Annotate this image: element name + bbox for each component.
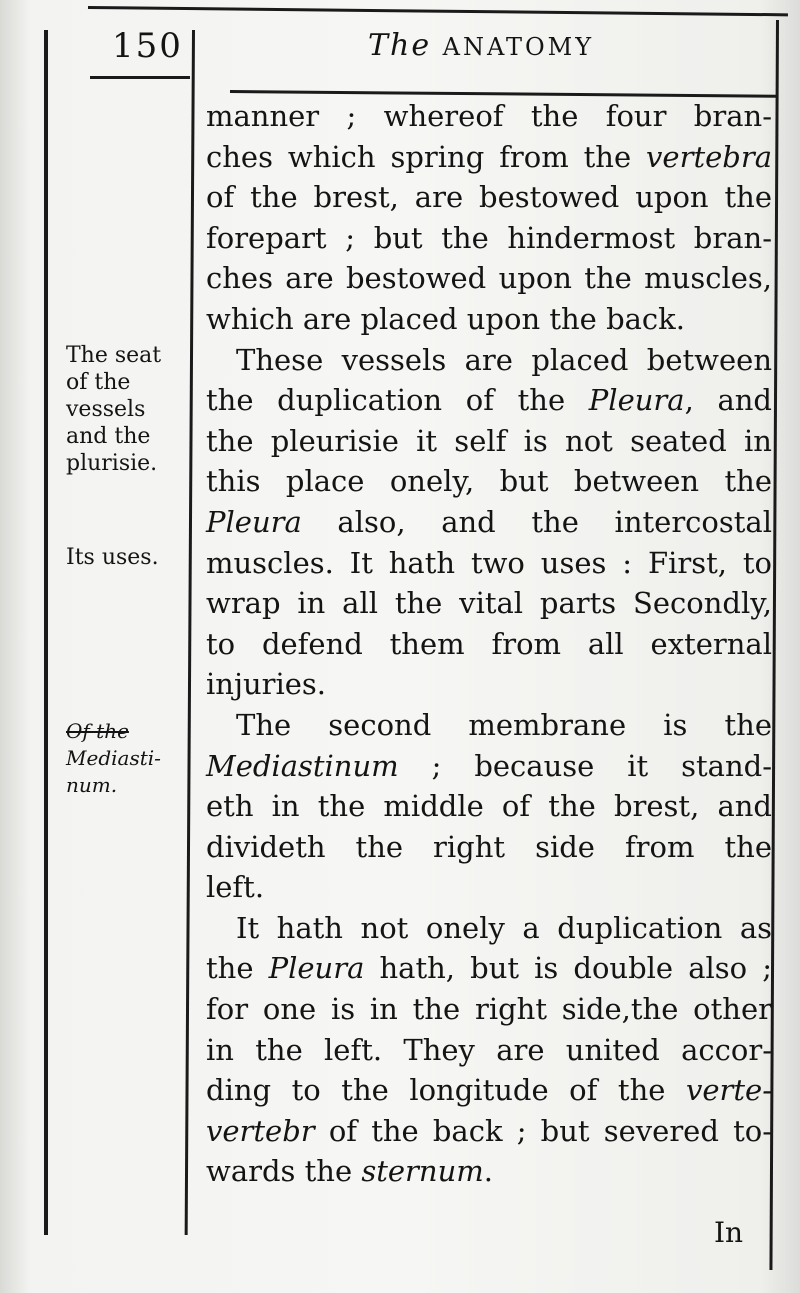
text-line: These vessels are placed between — [236, 342, 772, 377]
note-line: Mediasti- — [66, 746, 161, 770]
note-line: Of the — [66, 719, 129, 743]
running-title-rest: ANATOMY — [442, 33, 595, 61]
text-line: the duplication of the Pleura, and — [206, 383, 772, 418]
body-text — [206, 96, 772, 1192]
text-line: in the left. They are united accor- — [206, 1032, 772, 1067]
text-line: of the brest, are bestowed upon the — [206, 180, 772, 215]
page-number: 150 — [112, 26, 183, 66]
text-line: the pleurisie it self is not seated in — [206, 423, 772, 458]
text-line: The second membrane is the — [236, 707, 772, 742]
paragraph-3 — [206, 705, 772, 908]
note-line: plurisie. — [66, 451, 158, 476]
text-line: to defend them from all external — [206, 626, 772, 661]
catchword: In — [714, 1216, 744, 1249]
text-line: wrap in all the vital parts Secondly, — [206, 586, 772, 621]
note-line: The seat — [66, 343, 162, 368]
text-line: It hath not onely a duplication as — [236, 910, 772, 945]
text-line: which are placed upon the back. — [206, 301, 685, 336]
text-line: ding to the longitude of the verte- — [206, 1073, 772, 1108]
paragraph-2 — [206, 340, 772, 705]
note-line: and the — [66, 424, 151, 449]
paragraph-1 — [206, 96, 772, 340]
text-line: injuries. — [206, 667, 327, 702]
text-line: eth in the middle of the brest, and — [206, 789, 772, 824]
note-line: Its uses. — [66, 545, 159, 570]
text-line: divideth the right side from the — [206, 829, 772, 864]
text-line: this place onely, but between the — [206, 464, 772, 499]
text-line: wards the sternum. — [206, 1154, 493, 1189]
text-line: Pleura also, and the intercostal — [206, 504, 772, 539]
text-line: ches which spring from the vertebra — [206, 139, 772, 174]
text-line: left. — [206, 870, 265, 905]
paragraph-4 — [206, 908, 772, 1192]
note-line: of the — [66, 370, 131, 395]
header-rule-left — [90, 76, 190, 79]
margin-note-seat — [66, 342, 190, 477]
left-margin-rule — [44, 30, 48, 1235]
margin-note-mediastinum — [66, 718, 190, 799]
text-line: manner ; whereof the four bran- — [206, 99, 772, 133]
text-line: Mediastinum ; because it stand- — [206, 748, 772, 783]
text-line: the Pleura hath, but is double also ; — [206, 951, 772, 986]
margin-note-uses — [66, 544, 190, 571]
text-line: for one is in the right side,the other — [206, 992, 772, 1027]
note-line: vessels — [66, 397, 146, 422]
text-line: muscles. It hath two uses : First, to — [206, 545, 772, 580]
top-rule — [88, 6, 788, 16]
text-line: forepart ; but the hindermost bran- — [206, 220, 772, 255]
column-divider-rule — [185, 30, 195, 1235]
text-line: ches are bestowed upon the muscles, — [206, 261, 772, 296]
text-line: vertebr of the back ; but severed to- — [206, 1113, 772, 1148]
running-title — [368, 28, 594, 63]
note-line: num. — [66, 773, 118, 797]
running-title-the: The — [368, 28, 432, 63]
